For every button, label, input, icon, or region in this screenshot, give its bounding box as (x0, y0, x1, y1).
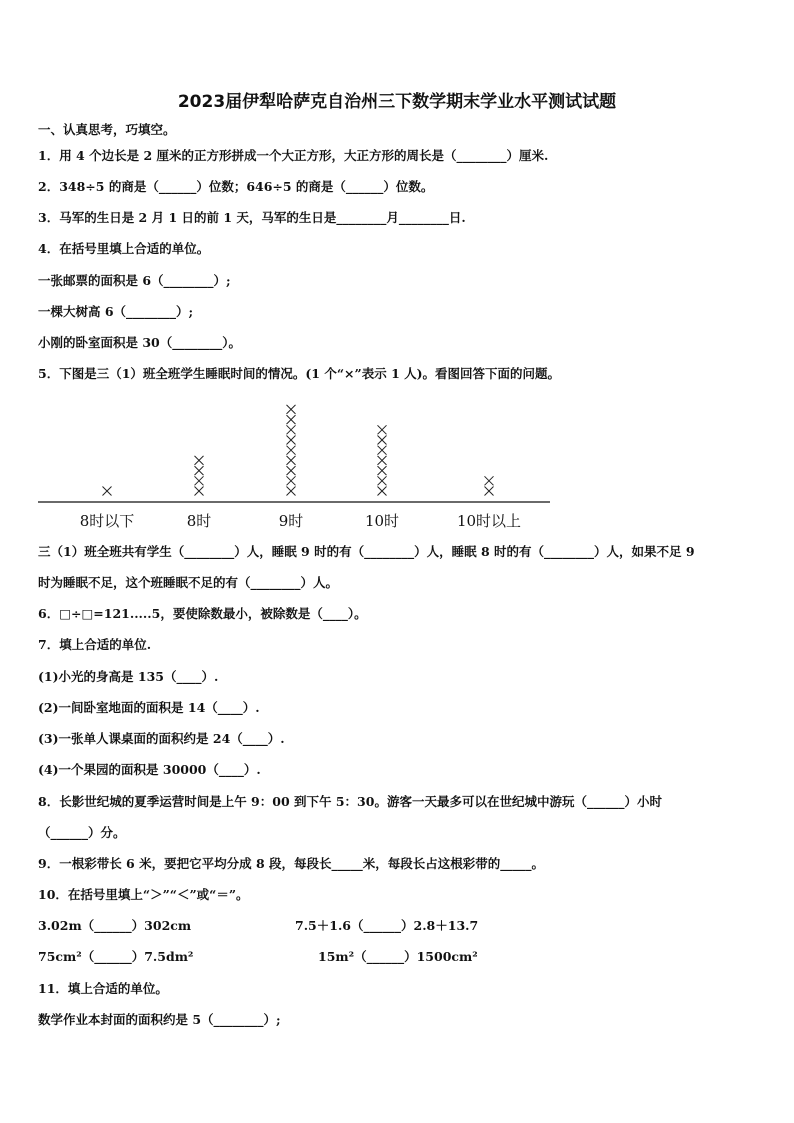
chart-mark (378, 476, 387, 485)
chart-mark (195, 487, 204, 496)
chart-mark (378, 487, 387, 496)
chart-mark (287, 415, 296, 424)
chart-mark (378, 466, 387, 475)
question-4-item-c: 小刚的卧室面积是 30（________）。 (38, 335, 241, 350)
chart-mark (378, 446, 387, 455)
page-title: 2023届伊犁哈萨克自治州三下数学期末学业水平测试试题 (177, 92, 617, 112)
question-3: 3．马军的生日是 2 月 1 日的前 1 天，马军的生日是________月________日. (38, 210, 466, 225)
chart-mark (195, 456, 204, 465)
question-5-text-2: 时为睡眠不足，这个班睡眠不足的有（________）人。 (38, 575, 339, 590)
question-10-item-a: 3.02m（______）302cm (38, 918, 192, 933)
question-7-item-4: (4)一个果园的面积是 30000（____）. (38, 762, 261, 777)
question-10-item-c: 75cm²（______）7.5dm² (38, 949, 194, 964)
chart-mark (378, 456, 387, 465)
chart-mark (287, 405, 296, 414)
chart-mark (287, 425, 296, 434)
question-6: 6．□÷□=121.....5，要使除数最小，被除数是（____）。 (38, 606, 367, 621)
question-4-item-b: 一棵大树高 6（________）; (38, 304, 194, 319)
chart-mark (287, 487, 296, 496)
section-heading: 一、认真思考，巧填空。 (38, 122, 176, 137)
chart-marks (103, 405, 494, 496)
chart-mark (378, 436, 387, 445)
chart-mark (485, 487, 494, 496)
chart-category-label: 10时 (364, 512, 400, 530)
question-10-item-b: 7.5＋1.6（______）2.8＋13.7 (295, 918, 479, 933)
question-8-line-2: （______）分。 (38, 825, 126, 840)
question-1: 1．用 4 个边长是 2 厘米的正方形拼成一个大正方形，大正方形的周长是（________）厘米. (38, 148, 549, 163)
chart-mark (287, 436, 296, 445)
chart-mark (195, 466, 204, 475)
question-2: 2．348÷5 的商是（______）位数；646÷5 的商是（______）位数。 (38, 179, 434, 194)
question-11-item-a: 数学作业本封面的面积约是 5（________）; (38, 1012, 281, 1027)
chart-mark (103, 487, 112, 496)
chart-category-label: 9时 (278, 512, 304, 530)
chart-labels (80, 512, 521, 530)
chart-category-label: 10时以上 (456, 512, 522, 530)
question-9: 9．一根彩带长 6 米，要把它平均分成 8 段，每段长_____米，每段长占这根彩带的_____。 (38, 856, 545, 871)
question-10: 10．在括号里填上“＞”“＜”或“＝”。 (38, 887, 249, 902)
question-7-item-2: (2)一间卧室地面的面积是 14（____）. (38, 700, 260, 715)
question-7-item-1: (1)小光的身高是 135（____）. (38, 669, 219, 684)
question-11: 11．填上合适的单位。 (38, 981, 168, 996)
chart-mark (287, 456, 296, 465)
question-7-item-3: (3)一张单人课桌面的面积约是 24（____）. (38, 731, 285, 746)
question-10-item-d: 15m²（______）1500cm² (318, 949, 478, 964)
chart-category-label: 8时 (186, 512, 212, 530)
chart-mark (485, 476, 494, 485)
question-7: 7．填上合适的单位. (38, 637, 152, 652)
chart-mark (378, 425, 387, 434)
question-8-line-1: 8．长影世纪城的夏季运营时间是上午 9：00 到下午 5：30。游客一天最多可以在世纪城中游玩（______）小时 (38, 794, 662, 809)
chart-category-label: 8时以下 (79, 512, 135, 530)
chart-mark (195, 476, 204, 485)
question-4-item-a: 一张邮票的面积是 6（________）; (38, 273, 231, 288)
chart-mark (287, 466, 296, 475)
chart-mark (287, 476, 296, 485)
chart-mark (287, 446, 296, 455)
question-4: 4．在括号里填上合适的单位。 (38, 241, 210, 256)
question-5: 5．下图是三（1）班全班学生睡眠时间的情况。(1 个“×”表示 1 人)。看图回答下面的问题。 (38, 366, 561, 381)
sleep-time-dot-plot (30, 385, 570, 535)
question-5-text-1: 三（1）班全班共有学生（________）人，睡眠 9 时的有（________）人，睡眠 8 时的有（________）人，如果不足 9 (38, 544, 695, 559)
